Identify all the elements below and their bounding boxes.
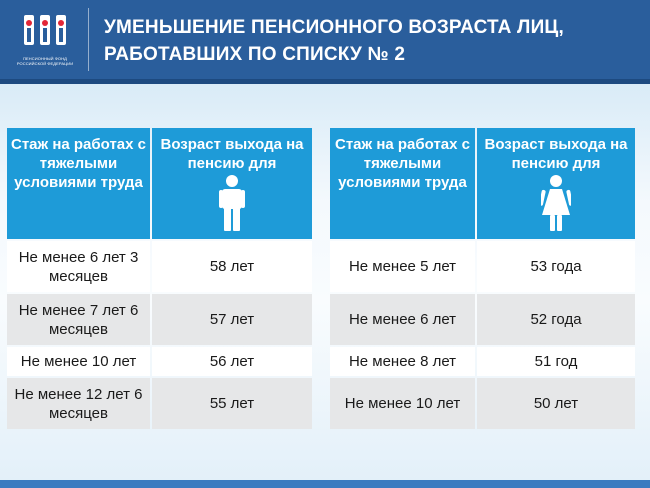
woman-icon	[541, 175, 571, 231]
experience-cell: Не менее 7 лет 6 месяцев	[7, 294, 150, 345]
men-age-header-label: Возраст выхода на пенсию для	[160, 136, 304, 172]
title-line-1: УМЕНЬШЕНИЕ ПЕНСИОННОГО ВОЗРАСТА ЛИЦ,	[104, 17, 564, 38]
experience-cell: Не менее 6 лет 3 месяцев	[7, 241, 150, 292]
women-age-header-label: Возраст выхода на пенсию для	[484, 136, 628, 172]
pfr-logo	[0, 0, 88, 79]
table-row	[330, 241, 635, 292]
men-age-header	[152, 128, 312, 239]
footer-bar	[0, 480, 650, 488]
logo-caption: ПЕНСИОННЫЙ ФОНД РОССИЙСКОЙ ФЕДЕРАЦИИ	[16, 56, 74, 66]
age-cell: 57 лет	[152, 294, 312, 345]
table-row	[7, 378, 312, 429]
header-divider	[88, 8, 89, 71]
table-row	[330, 378, 635, 429]
men-table	[7, 128, 312, 431]
pfr-logo-icon	[24, 13, 66, 49]
experience-cell: Не менее 8 лет	[330, 347, 475, 376]
table-row	[7, 241, 312, 292]
experience-cell: Не менее 10 лет	[330, 378, 475, 429]
men-table-header	[7, 128, 312, 239]
experience-cell: Не менее 10 лет	[7, 347, 150, 376]
women-table-header	[330, 128, 635, 239]
women-experience-header: Стаж на работах с тяжелыми условиями труда	[330, 128, 475, 239]
man-icon	[219, 175, 245, 231]
table-row	[330, 347, 635, 376]
age-cell: 52 года	[477, 294, 635, 345]
age-cell: 53 года	[477, 241, 635, 292]
age-cell: 55 лет	[152, 378, 312, 429]
women-age-header	[477, 128, 635, 239]
header-bar	[0, 0, 650, 84]
page-title	[104, 14, 644, 68]
men-experience-header: Стаж на работах с тяжелыми условиями труда	[7, 128, 150, 239]
age-cell: 51 год	[477, 347, 635, 376]
table-row	[330, 294, 635, 345]
women-table	[330, 128, 635, 431]
age-cell: 50 лет	[477, 378, 635, 429]
age-cell: 56 лет	[152, 347, 312, 376]
experience-cell: Не менее 5 лет	[330, 241, 475, 292]
table-row	[7, 347, 312, 376]
table-row	[7, 294, 312, 345]
title-line-2: РАБОТАВШИХ ПО СПИСКУ № 2	[104, 44, 406, 65]
age-cell: 58 лет	[152, 241, 312, 292]
experience-cell: Не менее 12 лет 6 месяцев	[7, 378, 150, 429]
experience-cell: Не менее 6 лет	[330, 294, 475, 345]
